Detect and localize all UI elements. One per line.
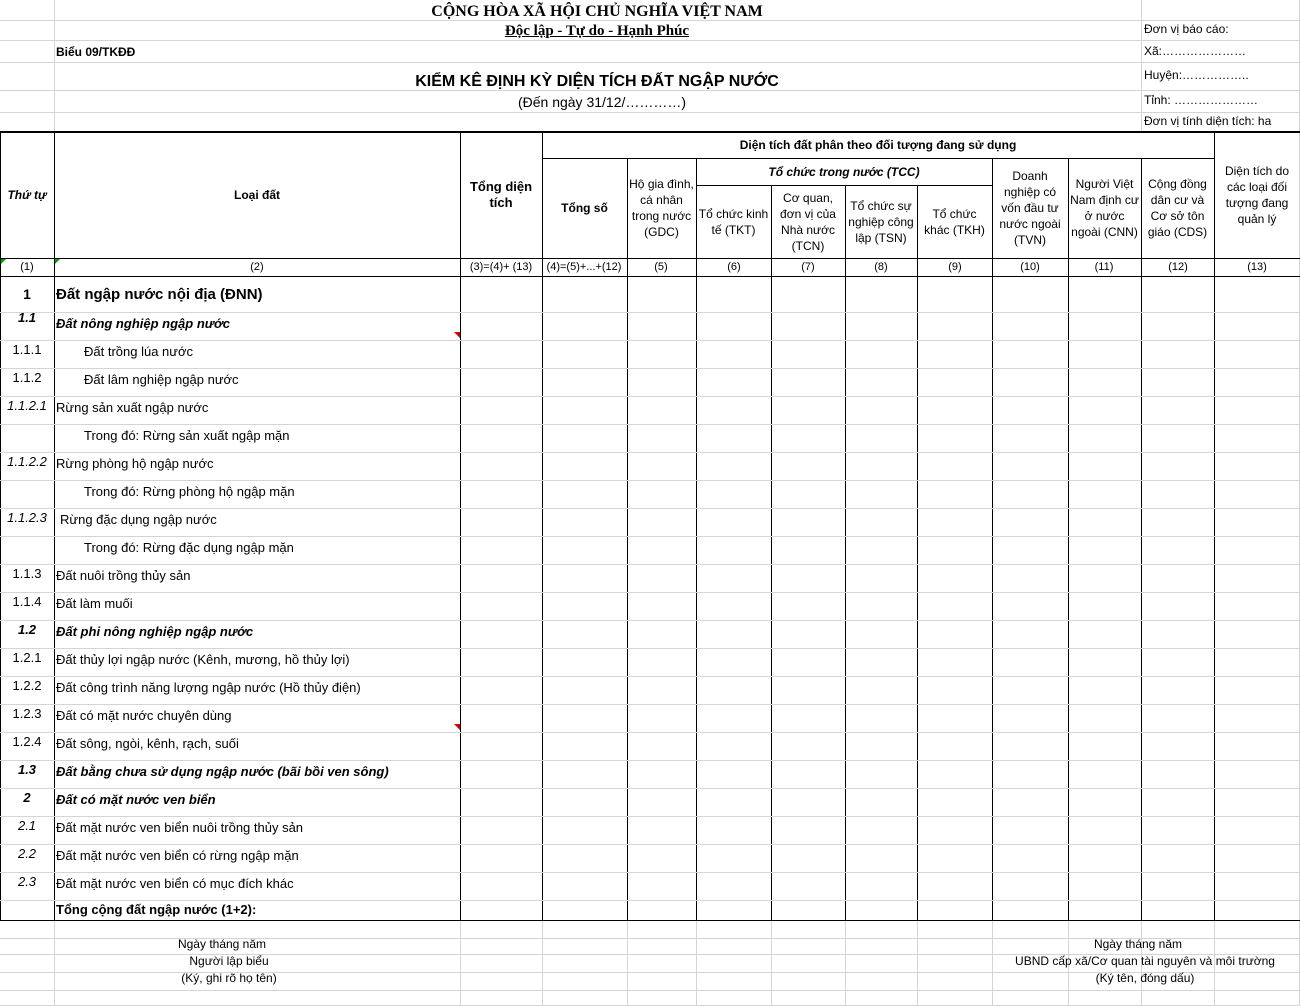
motto-heading: Độc lập - Tự do - Hạnh Phúc — [504, 23, 690, 39]
report-title: KIỂM KÊ ĐỊNH KỲ DIỆN TÍCH ĐẤT NGẬP NƯỚC — [415, 73, 779, 90]
table-row-separator — [0, 592, 1300, 593]
note-marker — [55, 259, 60, 264]
col-order-header: Thứ tự — [7, 188, 47, 202]
table-row-separator — [0, 620, 1300, 621]
row-land-type-name: Đất làm muối — [56, 596, 133, 611]
comment-marker — [454, 332, 460, 338]
col-tsn-header: Tổ chức sự nghiệp công lập (TSN) — [848, 198, 914, 245]
group-tcc-header: Tổ chức trong nước (TCC) — [768, 164, 920, 179]
row-land-type-name: Trong đó: Rừng đặc dụng ngập mặn — [84, 540, 294, 555]
area-unit-label: Đơn vị tính diện tích: ha — [1144, 114, 1272, 128]
column-number-label: (8) — [874, 261, 888, 273]
unit-report-label: Đơn vị báo cáo: — [1144, 22, 1229, 36]
right-date-line: Ngày tháng năm — [1093, 937, 1183, 951]
sheet-gridline — [460, 921, 461, 1006]
row-code: 1.1.2.1 — [7, 398, 47, 413]
sheet-gridline — [627, 921, 628, 1006]
row-land-type-name: Đất mặt nước ven biển nuôi trồng thủy sản — [56, 820, 304, 835]
row-code: 1 — [23, 286, 31, 302]
district-label: Huyện:…………….. — [1144, 68, 1249, 82]
row-code: 1.2.3 — [12, 706, 42, 721]
sheet-gridline — [54, 0, 55, 132]
column-number-label: (10) — [1020, 261, 1040, 273]
sheet-gridline — [0, 112, 1300, 113]
row-land-type-name: Rừng phòng hộ ngập nước — [56, 456, 214, 471]
col-total-header: Tổng diện tích — [469, 179, 533, 210]
row-land-type-name: Đất công trình năng lượng ngập nước (Hồ thủy điện) — [56, 680, 361, 695]
table-row-separator — [0, 480, 1300, 481]
column-number-label: (4)=(5)+...+(12) — [546, 261, 622, 273]
table-row-separator — [0, 452, 1300, 453]
left-signer-role: Người lập biểu — [189, 954, 269, 968]
col-tvn-header: Doanh nghiệp có vốn đầu tư nước ngoài (TVN) — [999, 169, 1061, 247]
col-gdc-header: Hộ gia đình, cá nhân trong nước (GDC) — [629, 177, 694, 239]
sheet-gridline — [917, 921, 918, 1006]
table-column-border — [1141, 158, 1142, 920]
col-cnn-header: Người Việt Nam định cư ở nước ngoài (CNN) — [1070, 177, 1139, 239]
row-land-type-name: Đất nông nghiệp ngập nước — [56, 316, 230, 331]
right-signer-role: UBND cấp xã/Cơ quan tài nguyên và môi trường — [1015, 954, 1275, 968]
row-land-type-name: Trong đó: Rừng phòng hộ ngập mặn — [84, 484, 295, 499]
row-code: 1.1.3 — [12, 566, 42, 581]
column-number-label: (2) — [250, 261, 264, 273]
row-land-type-name: Đất lâm nghiệp ngập nước — [84, 372, 239, 387]
row-land-type-name: Đất bằng chưa sử dụng ngập nước (bãi bồi ven sông) — [56, 764, 389, 779]
table-border — [0, 258, 1300, 259]
table-column-border — [771, 185, 772, 920]
row-land-type-name: Đất trồng lúa nước — [84, 344, 194, 359]
table-row-separator — [0, 844, 1300, 845]
left-date-line: Ngày tháng năm — [177, 937, 267, 951]
row-code: 1.1.2 — [12, 370, 42, 385]
row-land-type-name: Đất ngập nước nội địa (ĐNN) — [56, 286, 263, 303]
table-row-separator — [0, 368, 1300, 369]
row-code: 1.2 — [17, 622, 37, 637]
table-column-border — [992, 158, 993, 920]
table-column-border — [627, 158, 628, 920]
form-code: Biểu 09/TKĐĐ — [56, 45, 136, 59]
table-column-border — [1068, 158, 1069, 920]
col-tkt-header: Tổ chức kinh tế (TKT) — [698, 206, 769, 237]
table-border — [0, 920, 1300, 921]
table-row-separator — [0, 340, 1300, 341]
row-land-type-name: Đất mặt nước ven biển có rừng ngập mặn — [56, 848, 299, 863]
col-cds-header: Cộng đồng dân cư và Cơ sở tôn giáo (CDS) — [1147, 177, 1208, 239]
table-column-border — [917, 185, 918, 920]
total-row-label: Tổng cộng đất ngập nước (1+2): — [56, 902, 257, 917]
column-number-label: (12) — [1168, 261, 1188, 273]
row-land-type-name: Rừng sản xuất ngập nước — [56, 400, 209, 415]
row-code: 1.1.1 — [12, 342, 42, 357]
row-code: 1.1.2.2 — [7, 454, 47, 469]
comment-marker — [454, 724, 460, 730]
table-border — [0, 276, 1300, 277]
table-column-border — [696, 158, 697, 920]
column-number-label: (11) — [1094, 261, 1114, 273]
row-land-type-name: Trong đó: Rừng sản xuất ngập mặn — [84, 428, 290, 443]
row-code: 2.1 — [17, 818, 37, 833]
column-number-label: (7) — [801, 261, 815, 273]
sheet-gridline — [0, 62, 1300, 63]
column-number-label: (9) — [948, 261, 962, 273]
sheet-gridline — [696, 921, 697, 1006]
row-code: 1.1.2.3 — [7, 510, 47, 525]
sheet-gridline — [0, 40, 1300, 41]
row-land-type-name: Đất phi nông nghiệp ngập nước — [56, 624, 254, 639]
commune-label: Xã:………………… — [1144, 44, 1247, 58]
sheet-gridline — [845, 921, 846, 1006]
table-row-separator — [0, 732, 1300, 733]
col-tcn-header: Cơ quan, đơn vị của Nhà nước (TCN) — [780, 190, 836, 253]
col-landtype-header: Loại đất — [233, 188, 280, 202]
report-date-line: (Đến ngày 31/12/…………) — [517, 94, 687, 110]
row-code: 2.2 — [17, 846, 37, 861]
row-land-type-name: Đất có mặt nước chuyên dùng — [56, 708, 232, 723]
table-row-separator — [0, 816, 1300, 817]
group-by-user-header: Diện tích đất phân theo đối tượng đang sử dụng — [739, 138, 1017, 152]
row-code: 1.2.2 — [12, 678, 42, 693]
sheet-gridline — [54, 921, 55, 1006]
table-row-separator — [0, 900, 1300, 901]
left-signature-note: (Ký, ghi rõ họ tên) — [181, 971, 277, 985]
table-column-border — [845, 185, 846, 920]
table-row-separator — [0, 760, 1300, 761]
sheet-gridline — [1141, 0, 1142, 132]
row-code: 1.2.4 — [12, 734, 42, 749]
row-land-type-name: Đất sông, ngòi, kênh, rạch, suối — [56, 736, 239, 751]
table-row-separator — [0, 564, 1300, 565]
row-land-type-name: Đất nuôi trồng thủy sản — [56, 568, 191, 583]
column-number-label: (6) — [727, 261, 741, 273]
table-row-separator — [0, 704, 1300, 705]
row-code: 2.3 — [17, 874, 37, 889]
table-row-separator — [0, 872, 1300, 873]
col-managed-header: Diện tích do các loại đối tượng đang quản lý — [1224, 164, 1290, 226]
table-row-separator — [0, 536, 1300, 537]
table-row-separator — [0, 788, 1300, 789]
table-row-separator — [0, 676, 1300, 677]
note-marker — [1, 259, 6, 264]
sheet-gridline — [542, 921, 543, 1006]
table-row-separator — [0, 508, 1300, 509]
province-label: Tỉnh: ………………… — [1144, 93, 1259, 107]
table-row-separator — [0, 424, 1300, 425]
table-row-separator — [0, 396, 1300, 397]
right-signature-note: (Ký tên, đóng dấu) — [1095, 971, 1195, 985]
col-sum-header: Tổng số — [561, 201, 608, 215]
row-land-type-name: Rừng đặc dụng ngập nước — [60, 512, 217, 527]
row-code: 1.2.1 — [12, 650, 42, 665]
sheet-gridline — [992, 921, 993, 1006]
column-number-label: (3)=(4)+ (13) — [469, 261, 533, 273]
sheet-gridline — [771, 921, 772, 1006]
column-number-label: (1) — [20, 261, 34, 273]
column-number-label: (13) — [1247, 261, 1267, 273]
sheet-gridline — [0, 990, 1300, 991]
col-tkh-header: Tổ chức khác (TKH) — [924, 206, 985, 237]
row-land-type-name: Đất mặt nước ven biển có mục đích khác — [56, 876, 294, 891]
row-land-type-name: Đất thủy lợi ngập nước (Kênh, mương, hồ thủy lợi) — [56, 652, 350, 667]
row-code: 1.1 — [17, 310, 37, 325]
table-row-separator — [0, 648, 1300, 649]
row-code: 2 — [23, 790, 31, 805]
table-row-separator — [0, 312, 1300, 313]
row-code: 1.1.4 — [12, 594, 42, 609]
nation-heading: CỘNG HÒA XÃ HỘI CHỦ NGHĨA VIỆT NAM — [431, 3, 763, 20]
column-number-label: (5) — [654, 261, 668, 273]
row-land-type-name: Đất có mặt nước ven biển — [56, 792, 216, 807]
row-code: 1.3 — [17, 762, 37, 777]
